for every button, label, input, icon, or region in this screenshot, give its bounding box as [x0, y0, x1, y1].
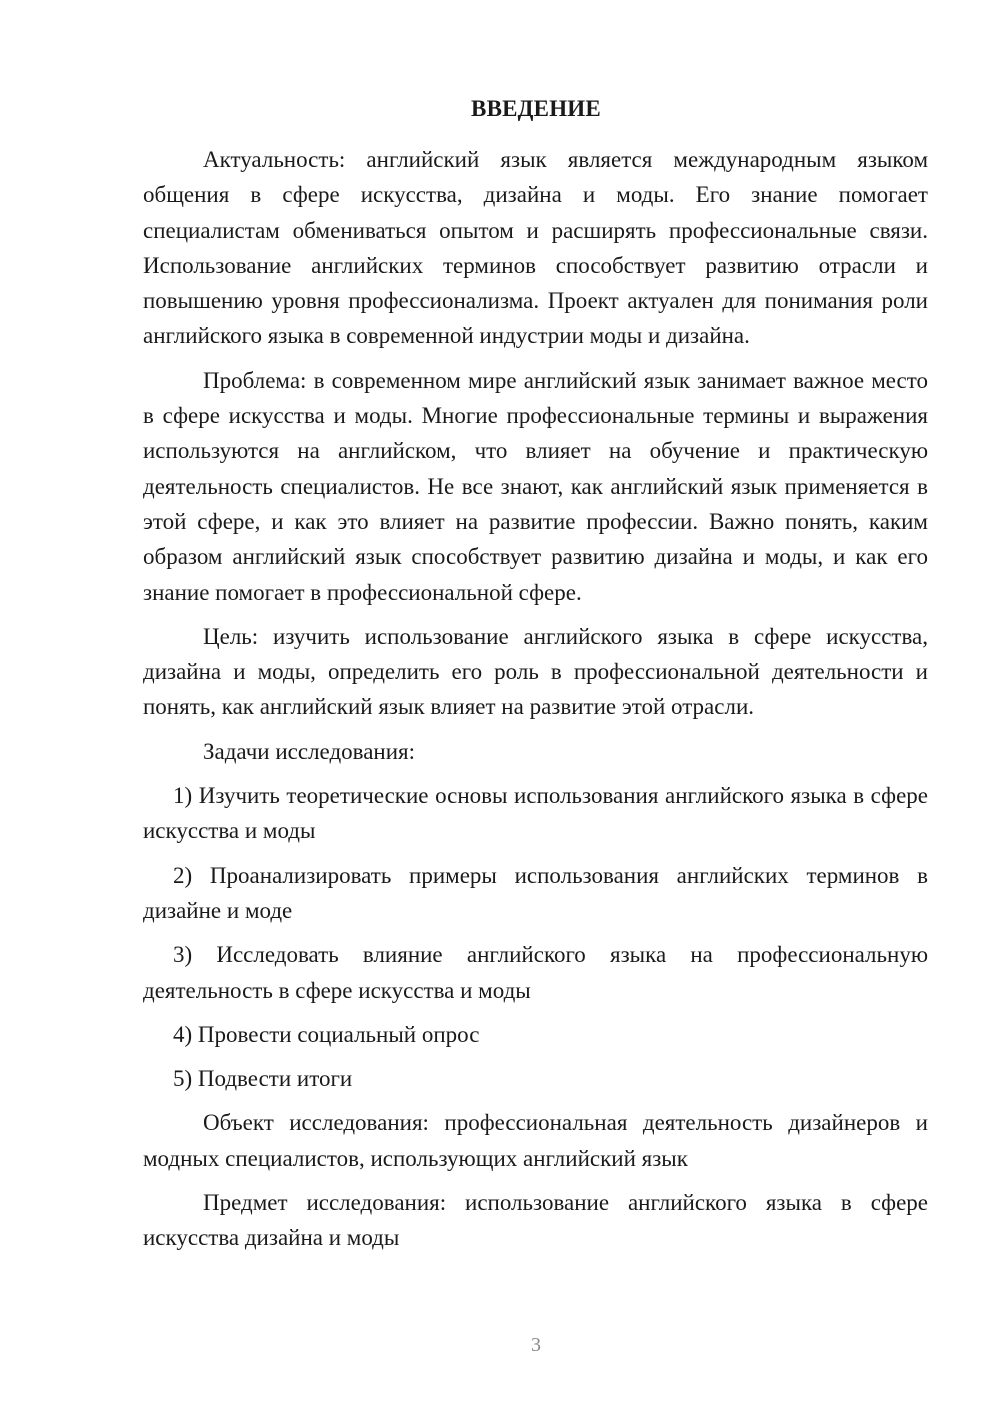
task-item: 2) Проанализировать примеры использования английских терминов в дизайне и моде — [143, 862, 928, 923]
task-item: 5) Подвести итоги — [173, 1066, 353, 1092]
paragraph-problem: Проблема: в современном мире английский язык занимает важное место в сфере искусства и моды. Многие профессиональные термины и выражения используются на английском, что влияет на обучение и практическую деятельность специалистов. Не все знают, как английский язык применяется в этой сфере, и как это влияет на развитие профессии. Важно понять, каким образом английский язык способствует развитию дизайна и моды, и как его знание помогает в профессиональной сфере. — [143, 367, 928, 605]
page-number: 3 — [531, 1334, 541, 1356]
body-text — [143, 142, 928, 1265]
task-item: 3) Исследовать влияние английского языка на профессиональную деятельность в сфере искусства и моды — [143, 942, 928, 1003]
paragraph-tasks-heading: Задачи исследования: — [203, 738, 416, 764]
paragraph-relevance: Актуальность: английский язык является международным языком общения в сфере искусства, дизайна и моды. Его знание помогает специалистам обмениваться опытом и расширять профессиональные связи. Использование английских терминов способствует развитию отрасли и повышению уровня профессионализма. Проект актуален для понимания роли английского языка в современной индустрии моды и дизайна. — [143, 147, 928, 349]
page-title: ВВЕДЕНИЕ — [471, 96, 601, 121]
task-item: 1) Изучить теоретические основы использования английского языка в сфере искусства и моды — [143, 783, 928, 844]
task-item: 4) Провести социальный опрос — [173, 1021, 480, 1047]
paragraph-subject: Предмет исследования: использование английского языка в сфере искусства дизайна и моды — [143, 1190, 928, 1251]
paragraph-goal: Цель: изучить использование английского языка в сфере искусства, дизайна и моды, определить его роль в профессиональной деятельности и понять, как английский язык влияет на развитие этой отрасли. — [143, 623, 928, 720]
paragraph-object: Объект исследования: профессиональная деятельность дизайнеров и модных специалистов, использующих английский язык — [143, 1110, 928, 1171]
